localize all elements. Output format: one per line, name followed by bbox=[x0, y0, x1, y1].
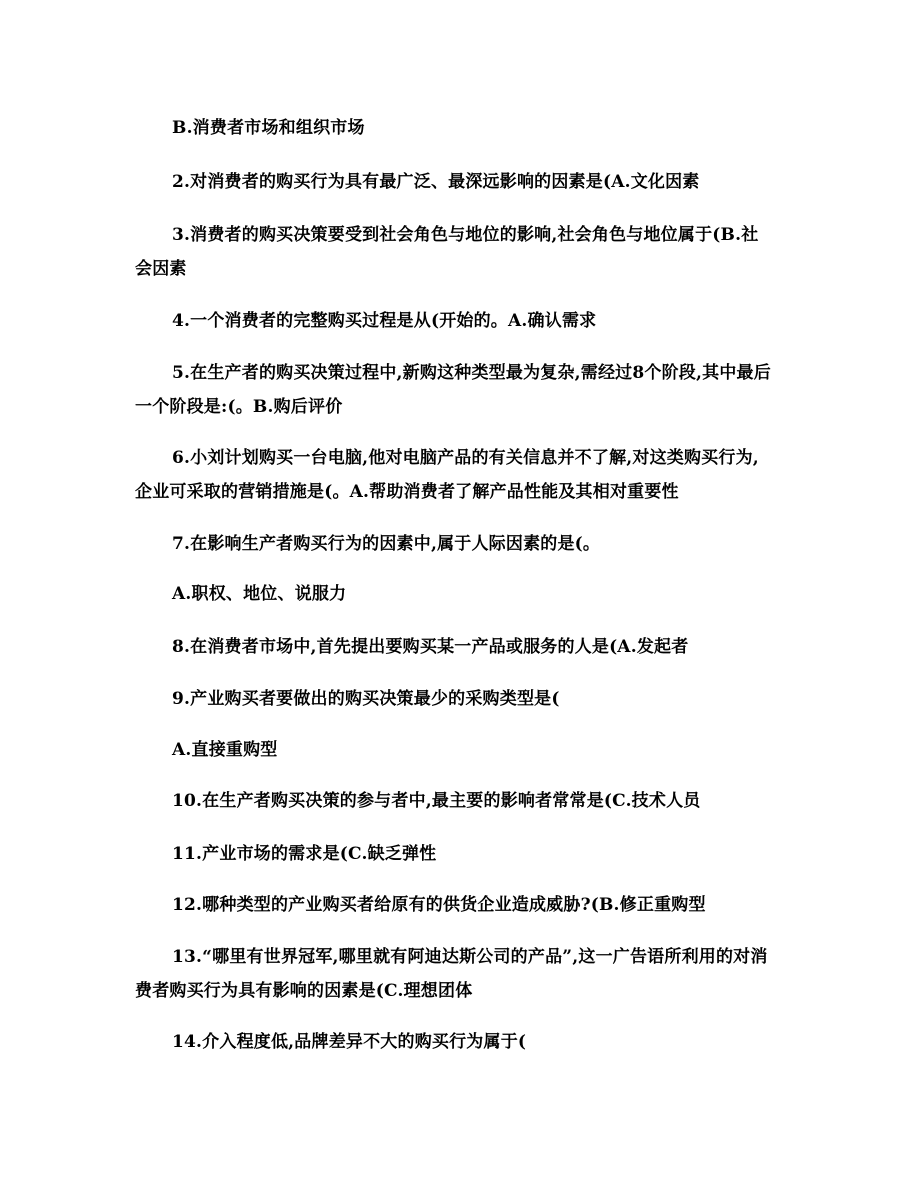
question-14: 14.介入程度低,品牌差异不大的购买行为属于( bbox=[172, 1032, 527, 1052]
question-13-line-2: 费者购买行为具有影响的因素是(C.理想团体 bbox=[135, 981, 473, 1001]
question-13-line-1: 13.“哪里有世界冠军,哪里就有阿迪达斯公司的产品”,这一广告语所利用的对消 bbox=[172, 947, 768, 967]
question-4: 4.一个消费者的完整购买过程是从(开始的。A.确认需求 bbox=[172, 311, 597, 331]
question-11: 11.产业市场的需求是(C.缺乏弹性 bbox=[172, 844, 437, 864]
question-7: 7.在影响生产者购买行为的因素中,属于人际因素的是(。 bbox=[172, 534, 601, 554]
question-8: 8.在消费者市场中,首先提出要购买某一产品或服务的人是(A.发起者 bbox=[172, 637, 689, 657]
question-12: 12.哪种类型的产业购买者给原有的供货企业造成威胁?(B.修正重购型 bbox=[172, 895, 706, 915]
question-6-line-2: 企业可采取的营销措施是(。A.帮助消费者了解产品性能及其相对重要性 bbox=[135, 482, 679, 502]
question-2: 2.对消费者的购买行为具有最广泛、最深远影响的因素是(A.文化因素 bbox=[172, 172, 700, 192]
question-5-line-1: 5.在生产者的购买决策过程中,新购这种类型最为复杂,需经过8个阶段,其中最后 bbox=[172, 363, 771, 383]
answer-7: A.职权、地位、说服力 bbox=[172, 584, 347, 604]
question-6-line-1: 6.小刘计划购买一台电脑,他对电脑产品的有关信息并不了解,对这类购买行为, bbox=[172, 448, 759, 468]
answer-line-1b: B.消费者市场和组织市场 bbox=[172, 118, 365, 138]
question-3-line-2: 会因素 bbox=[135, 259, 187, 279]
question-10: 10.在生产者购买决策的参与者中,最主要的影响者常常是(C.技术人员 bbox=[172, 791, 701, 811]
question-9: 9.产业购买者要做出的购买决策最少的采购类型是( bbox=[172, 689, 560, 709]
answer-9: A.直接重购型 bbox=[172, 740, 278, 760]
question-3-line-1: 3.消费者的购买决策要受到社会角色与地位的影响,社会角色与地位属于(B.社 bbox=[172, 225, 759, 245]
question-5-line-2: 一个阶段是:(。B.购后评价 bbox=[135, 397, 343, 417]
